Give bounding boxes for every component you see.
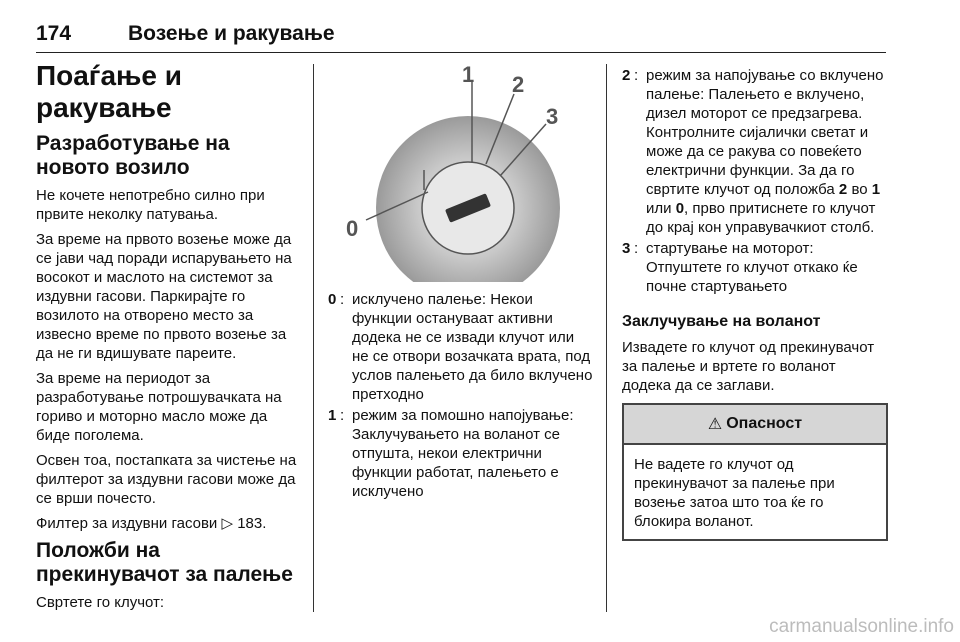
reference-page[interactable]: 183.: [237, 515, 267, 532]
item-key: 0: [328, 291, 337, 308]
running-title: Возење и ракување: [128, 22, 335, 45]
paragraph: За време на првото возење може да се јави чад поради испарувањето на восокот и маслото на системот за издувни гасови. Паркирајте го возилото на отворено место за извесно време по првото возење за да не ги вдишувате пареите.: [36, 231, 292, 362]
item-text: режим за напојување со вклучено палење: Палењето е вклучено, дизел моторот се предзагрева. Контролните сијалички светат и може да се ракува со повеќето електрични функции. За да го свртите клучот од положба 2 во 1 или 0, прво притиснете го клучот до крај кон управувачкиот столб.: [646, 67, 884, 236]
position-label-1: 1: [462, 62, 475, 87]
item-separator: :: [634, 67, 639, 84]
item-text: исклучено палење: Некои функции остануваат активни додека не се извади клучот или не се отвори возачката врата, под услов палењето да било вклучено претходно: [352, 291, 593, 403]
warning-body: [624, 445, 886, 539]
list-item: [328, 290, 594, 404]
item-separator: :: [340, 291, 345, 308]
warning-header: [624, 405, 886, 445]
paragraph: За време на периодот за разработување потрошувачката на гориво и моторно масло може да биде поголема.: [36, 370, 282, 444]
item-separator: :: [340, 407, 345, 424]
cross-reference: [36, 514, 298, 533]
page-reference-icon: ▷: [221, 515, 234, 532]
paragraph: Не кочете непотребно силно при првите неколку патувања.: [36, 187, 265, 223]
warning-triangle-icon: ⚠: [707, 416, 723, 433]
paragraph: Освен тоа, постапката за чистење на филтерот за издувни гасови може да се врши почесто.: [36, 452, 297, 507]
column-divider-2: [606, 64, 607, 612]
item-key: 1: [328, 407, 337, 424]
item-key: 3: [622, 240, 631, 257]
subsection-title-steering-lock: Заклучување на воланот: [622, 313, 821, 330]
item-text: стартување на моторот: Отпуштете го клучот откако ќе почне стартувањето: [646, 240, 858, 295]
position-label-0: 0: [346, 216, 359, 241]
list-item: [622, 66, 888, 237]
position-label-3: 3: [546, 104, 559, 129]
column-right: [622, 66, 888, 541]
section-title: Поаѓање и ракување: [36, 60, 182, 123]
item-text: режим за помошно напојување: Заклучувањето на воланот се отпушта, некои електрични функции работат, палењето е исклучено: [352, 407, 574, 500]
column-middle: [328, 60, 594, 503]
watermark: carmanualsonline.info: [769, 616, 954, 637]
warning-title: Опасност: [726, 415, 803, 432]
item-separator: :: [634, 240, 639, 257]
paragraph: Извадете го клучот од прекинувачот за палење и вртете го воланот додека да се заглави.: [622, 339, 875, 394]
column-left: [36, 60, 298, 618]
page-header: [36, 22, 886, 53]
subsection-title-ignition: Положби на прекинувачот за палење: [36, 539, 293, 586]
position-label-2: 2: [512, 72, 525, 97]
page-number: 174: [36, 22, 72, 45]
reference-text: Филтер за издувни гасови: [36, 515, 218, 532]
warning-text: Не вадете го клучот од прекинувачот за палење при возење затоа што тоа ќе го блокира воланот.: [634, 456, 835, 530]
column-divider-1: [313, 64, 314, 612]
list-item: [328, 406, 594, 501]
paragraph: Свртете го клучот:: [36, 594, 165, 611]
warning-box: [622, 403, 888, 541]
list-item: [622, 239, 888, 296]
ignition-switch-illustration: [328, 60, 594, 282]
subsection-title-break-in: Разработување на новото возило: [36, 132, 230, 179]
item-key: 2: [622, 67, 631, 84]
ignition-switch-figure: [328, 60, 594, 282]
